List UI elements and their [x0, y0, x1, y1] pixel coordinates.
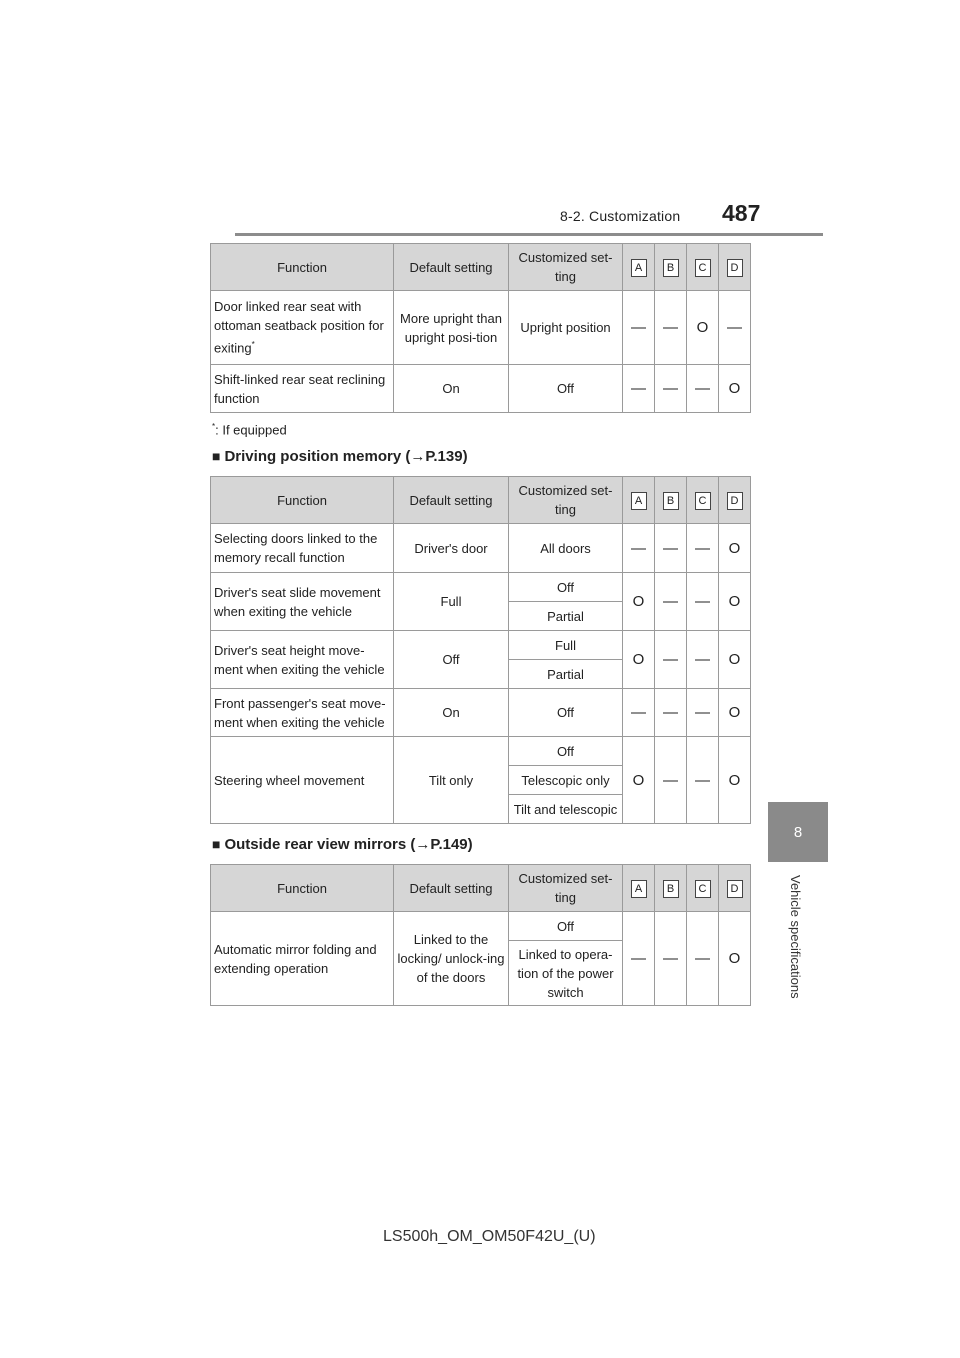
section-title-header: 8-2. Customization	[560, 208, 681, 224]
col-customized: Customized set-ting	[509, 477, 623, 524]
col-c: C	[695, 259, 711, 277]
table-row	[211, 912, 751, 941]
section-heading-driving-position: ■ Driving position memory (→P.139)	[212, 448, 468, 465]
function-cell: Driver's seat slide movement when exiting the vehicle	[211, 573, 394, 631]
table-row	[211, 631, 751, 660]
customization-table-rear-seat	[210, 243, 751, 413]
col-d: D	[727, 492, 743, 510]
col-customized: Customized set-ting	[509, 244, 623, 291]
mark-c: —	[687, 912, 719, 1006]
table-row	[211, 689, 751, 737]
default-cell: Off	[394, 631, 509, 689]
custom-cell: Off	[509, 912, 623, 941]
col-a: A	[631, 259, 647, 277]
col-function: Function	[211, 865, 394, 912]
function-cell: Automatic mirror folding and extending operation	[211, 912, 394, 1006]
function-cell: Front passenger's seat move-ment when exiting the vehicle	[211, 689, 394, 737]
col-d: D	[727, 259, 743, 277]
mark-c: O	[687, 291, 719, 365]
col-a: A	[631, 880, 647, 898]
mark-c: —	[687, 524, 719, 573]
col-default: Default setting	[394, 865, 509, 912]
function-cell: Driver's seat height move-ment when exiting the vehicle	[211, 631, 394, 689]
table-row	[211, 291, 751, 365]
document-id: LS500h_OM_OM50F42U_(U)	[383, 1228, 596, 1245]
mark-a: O	[623, 737, 655, 824]
col-function: Function	[211, 244, 394, 291]
custom-cell: Tilt and telescopic	[509, 795, 623, 824]
mark-d: O	[719, 689, 751, 737]
mark-c: —	[687, 573, 719, 631]
customization-table-outside-mirrors	[210, 864, 751, 1006]
table-row	[211, 524, 751, 573]
table-header-row	[211, 865, 751, 912]
mark-d: —	[719, 291, 751, 365]
col-b: B	[663, 492, 679, 510]
page-number: 487	[722, 200, 761, 226]
mark-b: —	[655, 291, 687, 365]
col-function: Function	[211, 477, 394, 524]
function-cell: Door linked rear seat with ottoman seatback position for exiting*	[211, 291, 394, 365]
table-header-row	[211, 244, 751, 291]
col-d: D	[727, 880, 743, 898]
mark-c: —	[687, 631, 719, 689]
col-a: A	[631, 492, 647, 510]
table-row	[211, 365, 751, 413]
custom-cell: Upright position	[509, 291, 623, 365]
mark-b: —	[655, 631, 687, 689]
col-default: Default setting	[394, 244, 509, 291]
section-bullet: ■	[212, 836, 221, 852]
col-b: B	[663, 259, 679, 277]
col-customized: Customized set-ting	[509, 865, 623, 912]
default-cell: More upright than upright posi-tion	[394, 291, 509, 365]
custom-cell: Linked to opera-tion of the power switch	[509, 941, 623, 1006]
mark-b: —	[655, 524, 687, 573]
col-default: Default setting	[394, 477, 509, 524]
custom-cell: Full	[509, 631, 623, 660]
mark-d: O	[719, 912, 751, 1006]
mark-d: O	[719, 737, 751, 824]
mark-c: —	[687, 737, 719, 824]
col-c: C	[695, 880, 711, 898]
custom-cell: Partial	[509, 660, 623, 689]
function-cell: Steering wheel movement	[211, 737, 394, 824]
chapter-label: Vehicle specifications	[788, 875, 803, 999]
function-cell: Selecting doors linked to the memory recall function	[211, 524, 394, 573]
chapter-number: 8	[793, 823, 803, 841]
mark-a: —	[623, 912, 655, 1006]
mark-a: —	[623, 689, 655, 737]
mark-d: O	[719, 365, 751, 413]
chapter-tab	[768, 802, 828, 862]
customization-table-driving-position	[210, 476, 751, 824]
custom-cell: Partial	[509, 602, 623, 631]
section-bullet: ■	[212, 448, 221, 464]
custom-cell: Telescopic only	[509, 766, 623, 795]
mark-b: —	[655, 365, 687, 413]
table-row	[211, 737, 751, 766]
mark-b: —	[655, 912, 687, 1006]
mark-a: O	[623, 573, 655, 631]
mark-c: —	[687, 689, 719, 737]
default-cell: Full	[394, 573, 509, 631]
mark-a: —	[623, 524, 655, 573]
mark-a: —	[623, 291, 655, 365]
mark-b: —	[655, 573, 687, 631]
mark-d: O	[719, 524, 751, 573]
custom-cell: All doors	[509, 524, 623, 573]
custom-cell: Off	[509, 737, 623, 766]
mark-d: O	[719, 573, 751, 631]
col-c: C	[695, 492, 711, 510]
mark-c: —	[687, 365, 719, 413]
col-b: B	[663, 880, 679, 898]
custom-cell: Off	[509, 689, 623, 737]
default-cell: Linked to the locking/ unlock-ing of the doors	[394, 912, 509, 1006]
footnote: *: If equipped	[212, 422, 287, 438]
mark-a: O	[623, 631, 655, 689]
custom-cell: Off	[509, 365, 623, 413]
default-cell: On	[394, 365, 509, 413]
mark-b: —	[655, 689, 687, 737]
mark-b: —	[655, 737, 687, 824]
default-cell: Driver's door	[394, 524, 509, 573]
function-cell: Shift-linked rear seat reclining function	[211, 365, 394, 413]
section-heading-outside-mirrors: ■ Outside rear view mirrors (→P.149)	[212, 836, 473, 853]
mark-a: —	[623, 365, 655, 413]
table-row	[211, 573, 751, 602]
footnote-mark: *	[251, 340, 255, 350]
custom-cell: Off	[509, 573, 623, 602]
header-rule	[235, 233, 823, 236]
default-cell: Tilt only	[394, 737, 509, 824]
mark-d: O	[719, 631, 751, 689]
table-header-row	[211, 477, 751, 524]
default-cell: On	[394, 689, 509, 737]
